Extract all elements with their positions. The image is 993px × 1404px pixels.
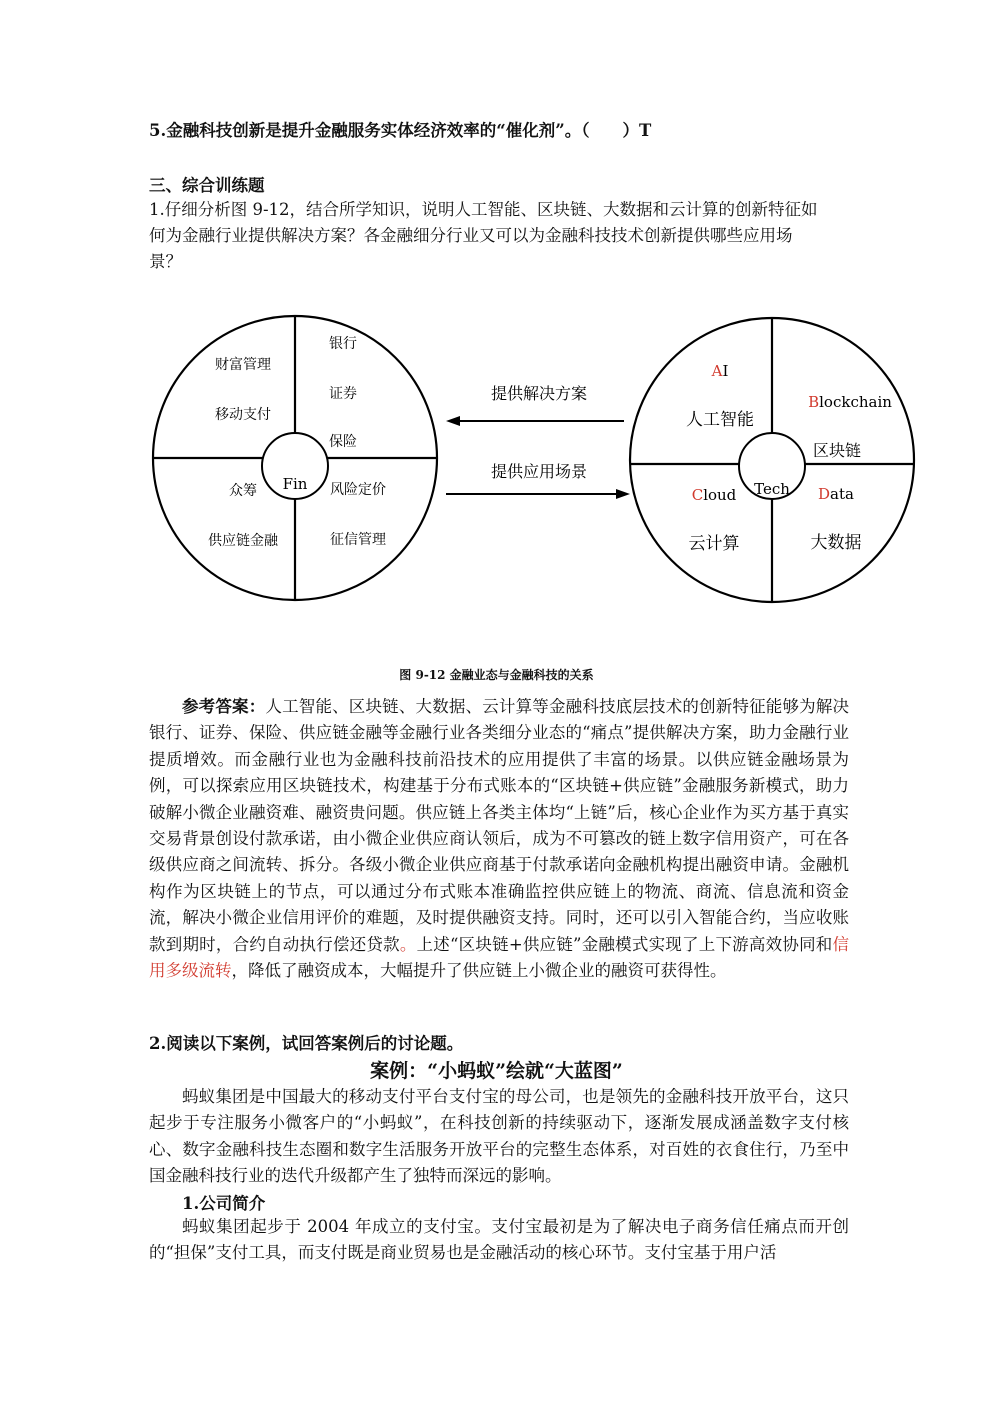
tech-circle xyxy=(630,318,914,602)
answer-body-1: 人工智能、区块链、大数据、云计算等金融科技底层技术的创新特征能够为解决银行、证券、保险、供应链金融等金融行业各类细分业态的“痛点”提供解决方案，助力金融行业提质增效。而金融行业也为金融科技前沿技术的应用提供了丰富的场景。以供应链金融场景为例，可以探索应用区块链技术，构建基于分布式账本的“区块链+供应链”金融服务新模式，助力破解小微企业融资难、融资贵问题。供应链上各类主体均“上链”后，核心企业作为买方基于真实交易背景创设付款承诺，由小微企业供应商认领后，成为不可篡改的链上数字信用资产，可在各级供应商之间流转、拆分。各级小微企业供应商基于付款承诺向金融机构提出融资申请。金融机构作为区块链上的节点，可以通过分布式账本准确监控供应链上的物流、商流、信息流和资金流，解决小微企业信用评价的难题，及时提供融资支持。同时，还可以引入智能合约，当应收账款到期时，合约自动执行偿还贷款 xyxy=(149,697,850,954)
fintech-diagram xyxy=(140,300,930,610)
arrow-to-tech-label: 提供应用场景 xyxy=(490,462,588,481)
answer-red-1: 。 xyxy=(399,934,417,954)
reference-answer xyxy=(149,694,849,984)
fin-crowdfunding-label: 众筹 xyxy=(229,483,257,499)
fin-securities-label: 证券 xyxy=(329,386,357,402)
answer-body-2: 上述“区块链+供应链”金融模式实现了上下游高效协同和 xyxy=(416,934,833,954)
case-paragraph: 蚂蚁集团是中国最大的移动支付平台支付宝的母公司，也是领先的金融科技开放平台，这只起步于专注服务小微客户的“小蚂蚁”，在科技创新的持续驱动下，逐渐发展成涵盖数字支付核心、数字金融科技生态圈和数字生活服务开放平台的完整生态体系，对百姓的衣食住行，乃至中国金融科技行业的迭代升级都产生了独特而深远的影响。 xyxy=(149,1087,849,1186)
tech-cloud-cn-label: 云计算 xyxy=(688,534,740,554)
case-title: 案例：“小蚂蚁”绘就“大蓝图” xyxy=(370,1060,623,1082)
figure-caption: 图 9-12 金融业态与金融科技的关系 xyxy=(399,668,594,682)
question-1-line-3: 景？ xyxy=(149,252,182,271)
question-1-line-2: 何为金融行业提供解决方案？各金融细分行业又可以为金融科技技术创新提供哪些应用场 xyxy=(149,226,793,245)
answer-lead: 参考答案： xyxy=(182,697,266,716)
question-1-line-1: 1.仔细分析图 9-12，结合所学知识，说明人工智能、区块链、大数据和云计算的创新特征如 xyxy=(149,200,818,219)
fin-center-label: Fin xyxy=(282,475,308,493)
fin-supply-chain-label: 供应链金融 xyxy=(208,533,278,549)
tech-data-cn-label: 大数据 xyxy=(810,533,862,553)
tech-data-label: Data xyxy=(818,485,854,503)
tech-ai-cn-label: 人工智能 xyxy=(686,410,754,430)
fin-wealth-label: 财富管理 xyxy=(215,357,271,373)
tech-cloud-label: Cloud xyxy=(691,486,737,504)
fin-circle xyxy=(153,316,437,600)
subheading-company-intro: 1.公司简介 xyxy=(182,1194,266,1213)
fin-credit-label: 征信管理 xyxy=(330,532,386,548)
tech-blockchain-cn-label: 区块链 xyxy=(812,441,862,460)
fin-risk-pricing-label: 风险定价 xyxy=(330,482,386,498)
company-intro-paragraph: 蚂蚁集团起步于 2004 年成立的支付宝。支付宝最初是为了解决电子商务信任痛点而开创的“担保”支付工具，而支付既是商业贸易也是金融活动的核心环节。支付宝基于用户活 xyxy=(149,1217,849,1263)
tech-ai-label: AI xyxy=(711,362,729,380)
fin-insurance-label: 保险 xyxy=(329,434,357,450)
fin-bank-label: 银行 xyxy=(329,336,357,352)
fin-mobile-pay-label: 移动支付 xyxy=(215,407,271,423)
answer-body-3: ，降低了融资成本，大幅提升了供应链上小微企业的融资可获得性。 xyxy=(231,961,727,981)
arrow-to-fin-label: 提供解决方案 xyxy=(490,384,588,403)
section-heading: 三、综合训练题 xyxy=(149,176,265,195)
question-5: 5.金融科技创新是提升金融服务实体经济效率的“催化剂”。（ ）T xyxy=(149,121,652,140)
arrows xyxy=(446,384,630,499)
question-2: 2.阅读以下案例，试回答案例后的讨论题。 xyxy=(149,1034,464,1053)
tech-blockchain-label: Blockchain xyxy=(808,393,892,411)
answer-red-2: 信用多级流转 xyxy=(149,934,850,981)
tech-center-label: Tech xyxy=(754,480,790,498)
